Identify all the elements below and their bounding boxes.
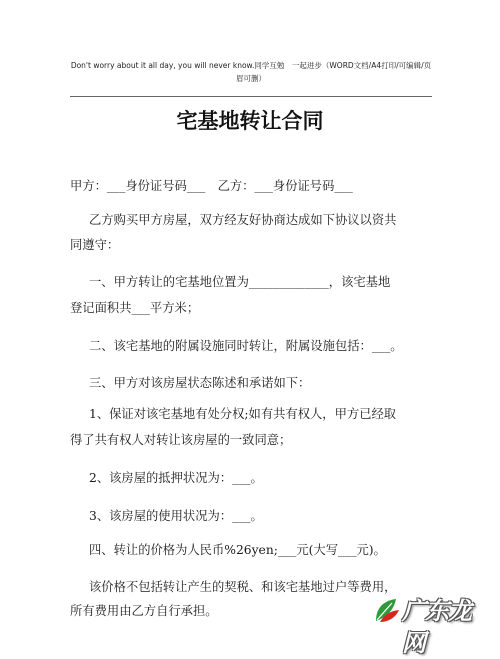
body-line: 二、该宅基地的附属设施同时转让，附属设施包括：___。 <box>89 339 403 353</box>
document-title: 宅基地转让合同 <box>176 109 324 133</box>
body-line: 所有费用由乙方自行承担。 <box>70 604 218 618</box>
body-line: 登记面积共___平方米； <box>70 301 200 315</box>
body-line: 得了共有权人对转让该房屋的一致同意； <box>70 433 292 447</box>
header-divider <box>70 96 432 97</box>
body-line: 三、甲方对该房屋状态陈述和承诺如下： <box>89 376 311 390</box>
body-line: 四、转让的价格为人民币%26yen;___元(大写___元)。 <box>89 543 386 557</box>
body-line: 同遵守： <box>70 238 120 252</box>
body-line: 一、甲方转让的宅基地位置为_____________，该宅基地 <box>89 275 391 289</box>
site-watermark <box>372 592 492 657</box>
body-line: 2、该房屋的抵押状况为：___。 <box>89 471 263 485</box>
body-line: 1、保证对该宅基地有处分权;如有共有权人，甲方已经取 <box>89 407 397 421</box>
leaf-logo-icon <box>372 595 402 625</box>
party-info-line: 甲方：___身份证号码___ 乙方：___身份证号码___ <box>70 179 353 193</box>
body-line: 乙方购买甲方房屋，双方经友好协商达成如下协议以资共 <box>89 213 397 227</box>
page-header: Don't worry about it all day, you will never know.同学互勉 一起进步（WORD文档/A4打印/可编辑/页眉可删） <box>70 61 432 83</box>
body-line: 3、该房屋的使用状况为：___。 <box>89 509 263 523</box>
body-line: 该价格不包括转让产生的契税、和该宅基地过户等费用， <box>89 580 397 594</box>
watermark-text: 广东龙网 <box>402 597 471 657</box>
